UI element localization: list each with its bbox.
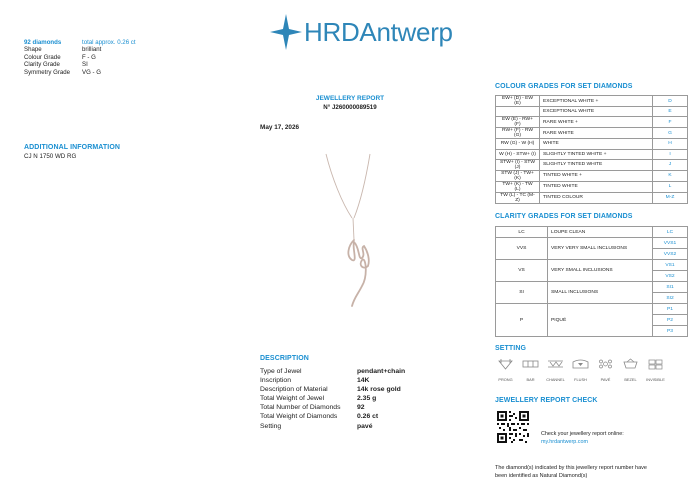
colour-grades-title: COLOUR GRADES FOR SET DIAMONDS <box>495 83 633 90</box>
diamond-summary <box>24 39 136 76</box>
description-row: Total Weight of Jewel 2.35 g <box>260 395 377 403</box>
setting-prong: PRONG <box>495 358 516 382</box>
summary-row: Shape brilliant <box>24 46 102 54</box>
table-row: STW+ (I) - STW (J) SLIGHTLY TINTED WHITE J <box>496 159 688 170</box>
setting-pave: PAVÉ <box>595 358 616 382</box>
table-row: EW+ (D) - EW (E) EXCEPTIONAL WHITE + D <box>496 96 688 107</box>
qr-code-icon[interactable] <box>496 410 530 444</box>
clarity-grades-table <box>495 226 688 337</box>
summary-row: Colour Grade F - G <box>24 53 96 61</box>
table-row: TW (L) - TC (M-Z) TINTED COLOUR M-Z <box>496 192 688 203</box>
table-row: VVS VERY VERY SMALL INCLUSIONS VVS1 <box>496 238 688 249</box>
description-row: Type of Jewel pendant+chain <box>260 368 406 375</box>
setting-flush: FLUSH <box>570 358 591 382</box>
report-check-title: JEWELLERY REPORT CHECK <box>495 397 598 404</box>
table-row: TW+ (K) - TW (L) TINTED WHITE L <box>496 181 688 192</box>
setting-bar: BAR <box>520 358 541 382</box>
setting-invisible: INVISIBLE <box>645 358 666 382</box>
summary-diamonds-value: total approx. 0.26 ct <box>82 39 136 46</box>
table-row: STW (J) - TW+ (K) TINTED WHITE + K <box>496 170 688 181</box>
table-row: SI2 <box>496 293 688 304</box>
setting-title: SETTING <box>495 345 527 352</box>
table-row: VS2 <box>496 271 688 282</box>
summary-diamonds-label: 92 diamonds <box>24 39 62 46</box>
report-header <box>300 95 400 111</box>
table-row: LC LOUPE CLEAN LC <box>496 227 688 238</box>
bezel-icon <box>622 358 639 370</box>
table-row: EXCEPTIONAL WHITE E <box>496 107 688 117</box>
report-date: May 17, 2026 <box>260 124 300 131</box>
table-row: RW (G) - W (H) WHITE H <box>496 139 688 149</box>
summary-row: Symmetry Grade VG - G <box>24 68 101 76</box>
table-row: P PIQUÉ P1 <box>496 304 688 315</box>
table-row: VVS2 <box>496 249 688 260</box>
additional-info-title: ADDITIONAL INFORMATION <box>24 144 121 151</box>
report-title: JEWELLERY REPORT <box>315 95 385 102</box>
description-row: Total Weight of Diamonds 0.26 ct <box>260 413 379 421</box>
clarity-grades-title: CLARITY GRADES FOR SET DIAMONDS <box>495 213 633 220</box>
description-row: Description of Material 14k rose gold <box>260 386 401 394</box>
logo-brand-text: HRDAntwerp <box>304 16 453 47</box>
channel-icon <box>547 358 564 370</box>
additional-info-text: CJ N 1750 WD RG <box>24 153 77 160</box>
necklace-image <box>318 148 386 316</box>
description-table <box>260 367 405 431</box>
prong-icon <box>497 358 514 370</box>
report-number: N° J260000089519 <box>323 104 377 111</box>
report-check-link[interactable]: my.hrdantwerp.com <box>541 439 588 445</box>
setting-icons <box>495 358 666 382</box>
setting-channel: CHANNEL <box>545 358 566 382</box>
table-row: SI SMALL INCLUSIONS SI1 <box>496 282 688 293</box>
report-check-text: Check your jewellery report online: <box>541 431 624 437</box>
table-row: P3 <box>496 326 688 337</box>
description-row: Setting pavé <box>260 422 373 430</box>
summary-row: Clarity Grade SI <box>24 61 88 69</box>
table-row: EW (E) - RW+ (F) RARE WHITE + F <box>496 117 688 128</box>
table-row: VS VERY SMALL INCLUSIONS VS1 <box>496 260 688 271</box>
pave-icon <box>597 358 614 370</box>
star-logo-icon <box>268 12 304 52</box>
summary-diamonds-row <box>24 39 136 46</box>
natural-diamond-statement: The diamond(s) indicated by this jewellery report number have been identified as Natural Diamond(s) <box>495 465 647 479</box>
table-row: P2 <box>496 315 688 326</box>
description-row: Total Number of Diamonds 92 <box>260 404 365 412</box>
table-row: W (H) - STW+ (I) SLIGHTLY TINTED WHITE + I <box>496 149 688 159</box>
hrd-logo <box>268 12 453 52</box>
description-title: DESCRIPTION <box>260 355 309 362</box>
setting-bezel: BEZEL <box>620 358 641 382</box>
bar-icon <box>522 358 539 370</box>
description-row: Inscription 14K <box>260 377 370 385</box>
colour-grades-table <box>495 95 688 204</box>
table-row: RW+ (F) - RW (G) RARE WHITE G <box>496 128 688 139</box>
invisible-icon <box>647 358 664 370</box>
flush-icon <box>572 358 589 370</box>
